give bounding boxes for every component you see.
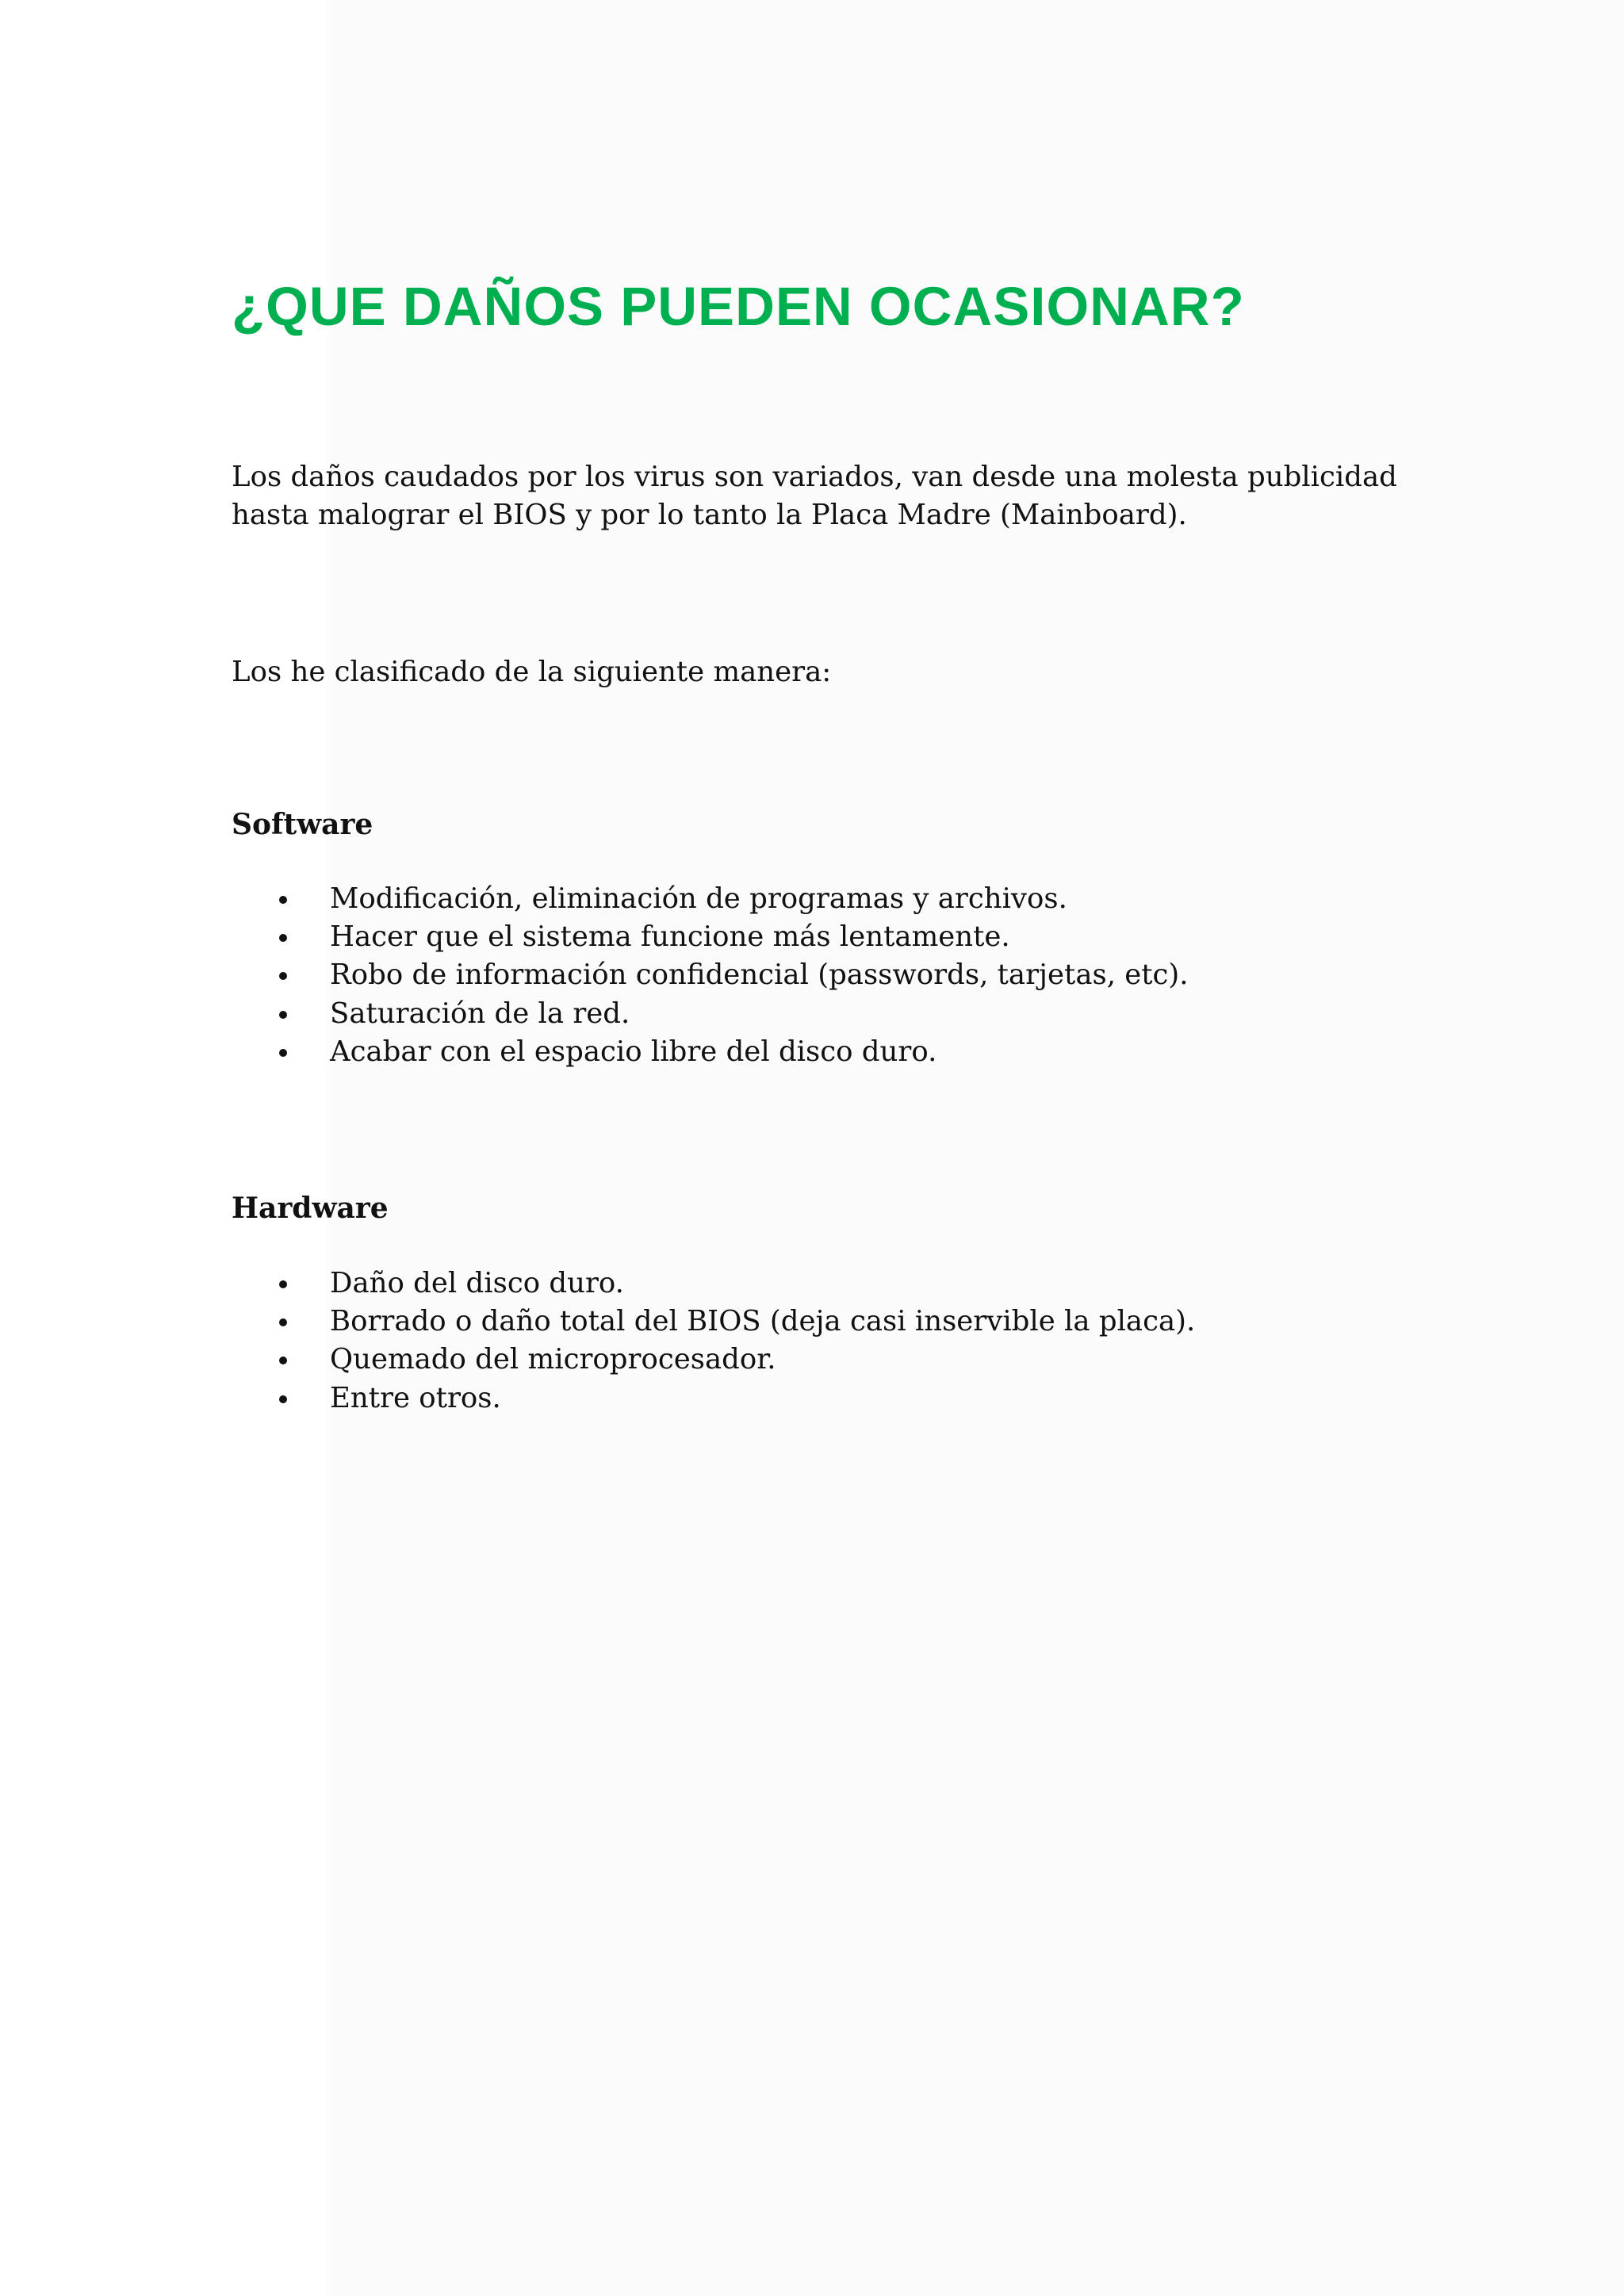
bullet-icon: [279, 1395, 287, 1403]
list-item-text: Entre otros.: [330, 1381, 501, 1414]
list-item: [232, 956, 1189, 994]
intro-line-1: Los daños caudados por los virus son variados, van desde una molesta publicidad: [232, 461, 1397, 493]
list-item: [232, 880, 1189, 918]
list-item: [232, 918, 1189, 956]
list-item-text: Modificación, eliminación de programas y archivos.: [330, 882, 1067, 915]
list-item-text: Acabar con el espacio libre del disco duro.: [330, 1035, 937, 1068]
list-item-text: Robo de información confidencial (passwords, tarjetas, etc).: [330, 959, 1189, 992]
hardware-list: [232, 1265, 1195, 1418]
list-item: [232, 1303, 1195, 1341]
list-item-text: Quemado del microprocesador.: [330, 1343, 776, 1376]
list-item-text: Hacer que el sistema funcione más lentamente.: [330, 920, 1010, 954]
page-title: ¿QUE DAÑOS PUEDEN OCASIONAR?: [232, 276, 1245, 337]
hardware-heading: Hardware: [232, 1192, 389, 1225]
software-list: [232, 880, 1189, 1071]
list-item: [232, 1341, 1195, 1379]
list-item: [232, 995, 1189, 1033]
list-item: [232, 1380, 1195, 1418]
bullet-icon: [279, 896, 287, 904]
list-item: [232, 1033, 1189, 1071]
software-heading: Software: [232, 808, 373, 841]
bullet-icon: [279, 934, 287, 942]
bullet-icon: [279, 1049, 287, 1057]
bullet-icon: [279, 1357, 287, 1364]
list-item-text: Daño del disco duro.: [330, 1267, 624, 1299]
list-item-text: Saturación de la red.: [330, 997, 630, 1030]
bullet-icon: [279, 1280, 287, 1288]
classification-paragraph: Los he clasificado de la siguiente manera:: [232, 656, 832, 688]
bullet-icon: [279, 972, 287, 980]
intro-paragraph: [232, 458, 1405, 534]
intro-line-2: hasta malograr el BIOS y por lo tanto la Placa Madre (Mainboard).: [232, 499, 1187, 531]
bullet-icon: [279, 1011, 287, 1019]
bullet-icon: [279, 1318, 287, 1326]
list-item-text: Borrado o daño total del BIOS (deja casi inservible la placa).: [330, 1305, 1196, 1338]
list-item: [232, 1265, 1195, 1303]
